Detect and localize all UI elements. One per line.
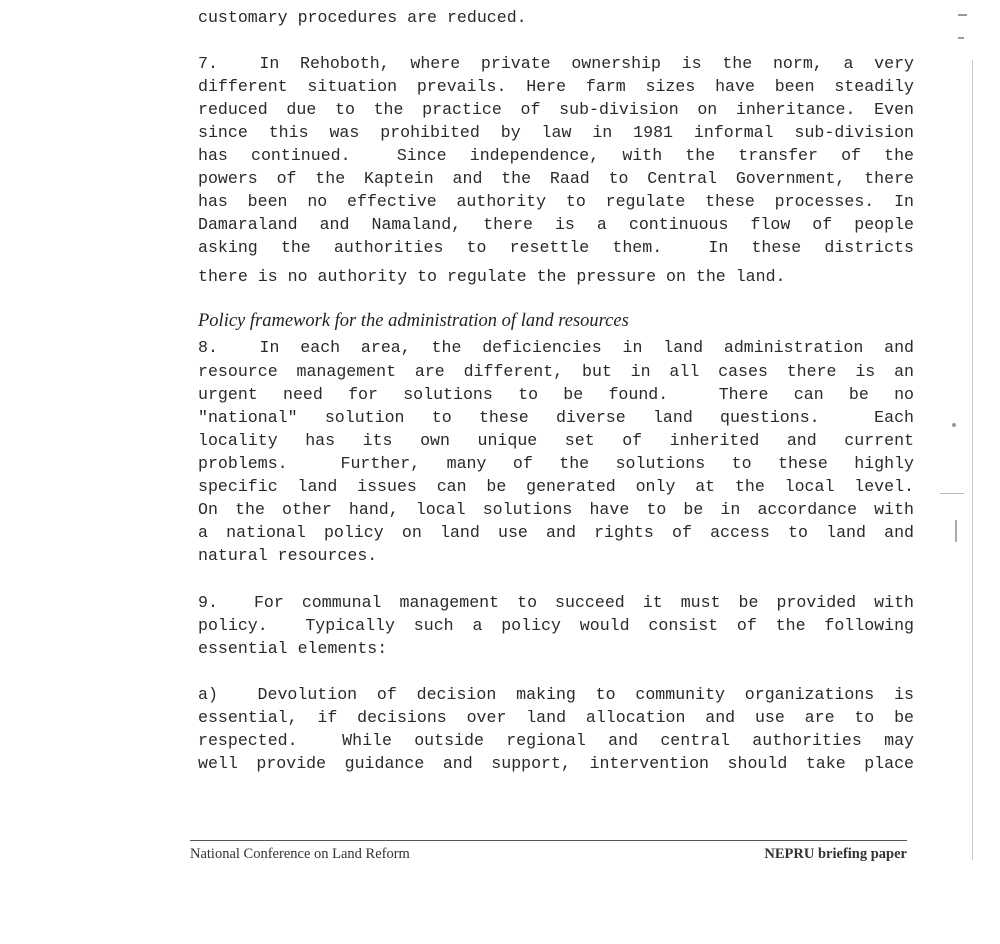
text-line: powers of the Kaptein and the Raad to Central Government, there <box>198 169 914 188</box>
text-line: resource management are different, but in all cases there is an <box>198 362 914 381</box>
text-line: locality has its own unique set of inherited and current <box>198 431 914 450</box>
text-line: different situation prevails. Here farm sizes have been steadily <box>198 77 914 96</box>
text-line: 8. In each area, the deficiencies in land administration and <box>198 338 914 357</box>
text-line: 9. For communal management to succeed it must be provided with <box>198 593 914 612</box>
text-line: essential, if decisions over land allocation and use are to be <box>198 708 914 727</box>
text-line: Damaraland and Namaland, there is a continuous flow of people <box>198 215 914 234</box>
section-heading: Policy framework for the administration of land resources <box>198 311 629 331</box>
text-line: problems. Further, many of the solutions to these highly <box>198 454 914 473</box>
text-line: respected. While outside regional and central authorities may <box>198 731 914 750</box>
text-line: customary procedures are reduced. <box>198 8 527 27</box>
text-line: 7. In Rehoboth, where private ownership is the norm, a very <box>198 54 914 73</box>
text-line: has been no effective authority to regulate these processes. In <box>198 192 914 211</box>
text-line: natural resources. <box>198 546 378 565</box>
text-line: a) Devolution of decision making to community organizations is <box>198 685 914 704</box>
footer-rule <box>190 840 907 841</box>
text-line: urgent need for solutions to be found. There can be no <box>198 385 914 404</box>
scan-mark <box>955 520 957 542</box>
text-line: On the other hand, local solutions have to be in accordance with <box>198 500 914 519</box>
text-line: well provide guidance and support, intervention should take place <box>198 754 914 773</box>
text-line: has continued. Since independence, with the transfer of the <box>198 146 914 165</box>
text-line: reduced due to the practice of sub-division on inheritance. Even <box>198 100 914 119</box>
text-line: essential elements: <box>198 639 388 658</box>
scan-mark <box>940 493 964 494</box>
text-line: since this was prohibited by law in 1981 informal sub-division <box>198 123 914 142</box>
scan-mark <box>958 37 964 39</box>
text-line: there is no authority to regulate the pressure on the land. <box>198 267 786 286</box>
text-line: asking the authorities to resettle them. In these districts <box>198 238 914 257</box>
scan-mark <box>952 423 956 427</box>
footer-conference-title: National Conference on Land Reform <box>190 846 410 862</box>
text-line: a national policy on land use and rights of access to land and <box>198 523 914 542</box>
text-line: specific land issues can be generated only at the local level. <box>198 477 914 496</box>
text-line: "national" solution to these diverse land questions. Each <box>198 408 914 427</box>
scan-mark <box>958 14 967 16</box>
scan-margin-line <box>972 60 973 860</box>
text-line: policy. Typically such a policy would consist of the following <box>198 616 914 635</box>
footer-paper-label: NEPRU briefing paper <box>764 846 907 862</box>
